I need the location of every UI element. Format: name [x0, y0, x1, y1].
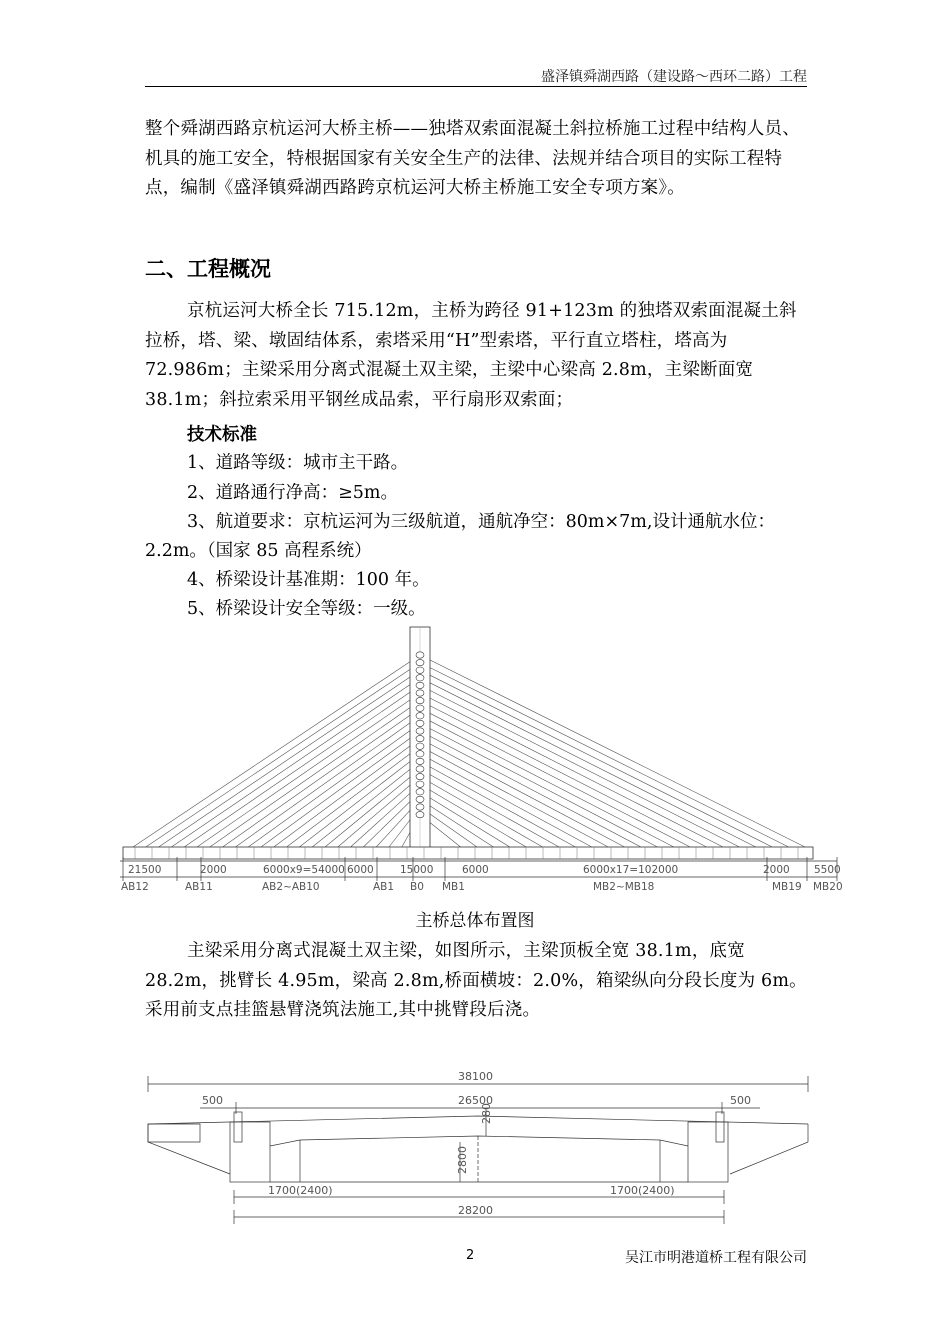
header-rule [145, 86, 807, 87]
stay-cable-right [420, 685, 739, 847]
deck [123, 847, 813, 859]
stay-cable-right [420, 761, 575, 847]
stay-cable-right [420, 746, 608, 847]
stay-cable-left [235, 716, 420, 847]
girder-cross-section-diagram [140, 1062, 820, 1232]
pier-label: MB2~MB18 [593, 881, 655, 893]
stay-cable-right [420, 701, 707, 847]
pier-label: MB1 [442, 881, 465, 893]
dim-label: 2800 [456, 1146, 469, 1174]
pier-label: AB11 [185, 881, 213, 893]
stay-cable-left [197, 693, 420, 847]
girder-paragraph: 主梁采用分离式混凝土双主梁，如图所示，主梁顶板全宽 38.1m，底宽 28.2m，挑臂长 4.95m，梁高 2.8m,桥面横坡：2.0%，箱梁纵向分段长度为 6m。采用前支点挂篮悬臂浇筑法施工,其中挑臂段后浇。 [145, 941, 807, 1021]
cable-anchor [416, 682, 424, 688]
stay-cable-left [184, 685, 420, 847]
stay-cable-right [420, 693, 723, 847]
stay-cable-left [146, 663, 420, 847]
stay-cable-left [159, 670, 420, 847]
dim-label: 1700(2400) [610, 1184, 675, 1197]
dim-label: 38100 [458, 1070, 493, 1083]
stay-cable-left [312, 761, 420, 847]
page-header: 盛泽镇舜湖西路（建设路～西环二路）工程 [541, 69, 807, 85]
stay-cable-right [420, 678, 756, 847]
stay-cable-right [420, 723, 657, 847]
cable-anchor [416, 751, 424, 757]
section-heading: 二、工程概况 [145, 257, 271, 281]
page-number: 2 [466, 1248, 475, 1263]
stay-cable-right [420, 754, 592, 847]
cable-anchor [416, 720, 424, 726]
dim-label: 500 [202, 1094, 223, 1107]
stay-cable-right [420, 716, 674, 847]
pier-label: AB1 [373, 881, 395, 893]
cable-anchor [416, 705, 424, 711]
cable-anchor [416, 652, 424, 658]
stay-cable-right [420, 739, 625, 847]
footer-company: 吴江市明港道桥工程有限公司 [625, 1250, 807, 1266]
standard-item: 2.2m。（国家 85 高程系统） [145, 541, 372, 561]
dim-label: 2000 [763, 864, 790, 876]
standard-item: 1、道路等级：城市主干路。 [187, 453, 409, 473]
dim-label: 6000x9=54000 [263, 864, 345, 876]
stay-cable-left [210, 701, 420, 847]
cable-anchor [416, 766, 424, 772]
dim-label: 2000 [200, 864, 227, 876]
standard-item: 2、道路通行净高：≥5m。 [187, 483, 399, 503]
cable-anchor [416, 789, 424, 795]
dim-label: 6000 [462, 864, 489, 876]
cable-anchor [416, 743, 424, 749]
stay-cable-left [325, 769, 420, 847]
stay-cable-left [133, 655, 420, 847]
stay-cable-right [420, 784, 526, 847]
dim-label: 6000x17=102000 [583, 864, 679, 876]
cable-anchor [416, 659, 424, 665]
cable-anchor [416, 804, 424, 810]
cable-anchor [416, 728, 424, 734]
cable-anchor [416, 773, 424, 779]
figure-caption: 主桥总体布置图 [415, 911, 535, 931]
stay-cable-left [274, 739, 420, 847]
pier-label: MB19 [772, 881, 802, 893]
dim-label: 21500 [128, 864, 162, 876]
standard-item: 4、桥梁设计基准期：100 年。 [187, 570, 430, 590]
pier-label: AB2~AB10 [262, 881, 320, 893]
stay-cable-left [261, 731, 420, 847]
standard-item: 3、航道要求：京杭运河为三级航道，通航净空：80m×7m,设计通航水位： [187, 512, 775, 532]
overview-paragraph: 京杭运河大桥全长 715.12m，主桥为跨径 91+123m 的独塔双索面混凝土斜拉桥，塔、梁、墩固结体系，索塔采用“H”型索塔，平行直立塔柱，塔高为 72.986m；主梁采用分离式混凝土双主梁，主梁中心梁高 2.8m，主梁断面宽 38.1m；斜拉索采用平钢丝成品索，平行扇形双索面； [145, 301, 797, 410]
cable-anchor [416, 697, 424, 703]
dim-label: 280 [480, 1103, 493, 1124]
dim-label: 5500 [814, 864, 841, 876]
cable-anchor [416, 796, 424, 802]
stay-cable-right [420, 769, 559, 847]
cable-anchor [416, 735, 424, 741]
dim-label: 28200 [458, 1204, 493, 1217]
dim-label: 500 [730, 1094, 751, 1107]
pier-label: AB12 [121, 881, 149, 893]
stay-cable-left [351, 784, 420, 847]
cable-anchor [416, 667, 424, 673]
pier-label: MB20 [813, 881, 843, 893]
dim-label: 15000 [400, 864, 434, 876]
cable-anchor [416, 675, 424, 681]
cable-anchor [416, 758, 424, 764]
standard-item: 5、桥梁设计安全等级：一级。 [187, 599, 426, 619]
dim-label: 26500 [458, 1094, 493, 1107]
dim-label: 1700(2400) [268, 1184, 333, 1197]
intro-paragraph: 整个舜湖西路京杭运河大桥主桥——独塔双索面混凝土斜拉桥施工过程中结构人员、机具的施工安全，特根据国家有关安全生产的法律、法规并结合项目的实际工程特点，编制《盛泽镇舜湖西路跨京杭运河大桥主桥施工安全专项方案》。 [145, 119, 800, 199]
pier-label: B0 [410, 881, 424, 893]
cable-anchor [416, 811, 424, 817]
dim-label: 6000 [347, 864, 374, 876]
cable-anchor [416, 781, 424, 787]
bridge-elevation-diagram [115, 625, 850, 900]
tech-standards-heading: 技术标准 [187, 425, 257, 445]
cable-anchor [416, 713, 424, 719]
cable-anchor [416, 690, 424, 696]
